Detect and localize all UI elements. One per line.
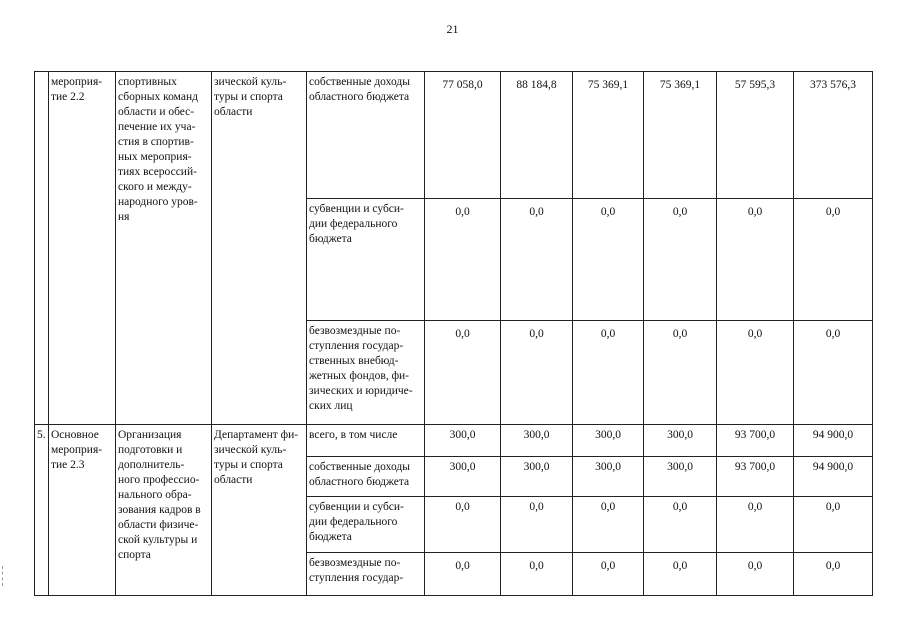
value-cell: 300,0: [644, 457, 717, 497]
value-cell: 75 369,1: [644, 72, 717, 199]
measure-name-cell: мероприя- тие 2.2: [49, 72, 116, 425]
value-cell: 300,0: [573, 425, 644, 457]
value-cell: 300,0: [425, 457, 501, 497]
value-cell: 0,0: [425, 497, 501, 553]
value-cell: 0,0: [501, 199, 573, 321]
value-cell: 0,0: [573, 199, 644, 321]
table-row: [35, 72, 873, 199]
value-cell: 57 595,3: [717, 72, 794, 199]
value-cell: 0,0: [501, 497, 573, 553]
value-cell: 93 700,0: [717, 425, 794, 457]
value-cell: 0,0: [794, 553, 873, 596]
value-cell: 0,0: [573, 497, 644, 553]
value-cell: 0,0: [717, 321, 794, 425]
value-cell: 0,0: [794, 321, 873, 425]
value-cell: 0,0: [717, 199, 794, 321]
value-cell: 0,0: [644, 497, 717, 553]
value-cell: 75 369,1: [573, 72, 644, 199]
value-cell: 0,0: [573, 321, 644, 425]
value-cell: 77 058,0: [425, 72, 501, 199]
budget-table: [34, 71, 873, 596]
value-cell: 300,0: [573, 457, 644, 497]
funding-source-cell: собственные доходы областного бюджета: [307, 457, 425, 497]
value-cell: 93 700,0: [717, 457, 794, 497]
executor-cell: зической куль- туры и спорта области: [212, 72, 307, 425]
value-cell: 94 900,0: [794, 457, 873, 497]
value-cell: 0,0: [794, 497, 873, 553]
measure-name-cell: Основное мероприя- тие 2.3: [49, 425, 116, 596]
value-cell: 88 184,8: [501, 72, 573, 199]
value-cell: 0,0: [644, 553, 717, 596]
value-cell: 0,0: [717, 497, 794, 553]
value-cell: 0,0: [644, 321, 717, 425]
value-cell: 300,0: [501, 425, 573, 457]
table-row: [35, 425, 873, 457]
row-number-cell: [35, 72, 49, 425]
value-cell: 94 900,0: [794, 425, 873, 457]
page-number: 21: [446, 22, 459, 36]
measure-description-cell: спортивных сборных команд области и обес- печение их уча- стия в спортив- ных мероприя- тиях всероссий- ского и между- народного уров- ня: [116, 72, 212, 425]
value-cell: 0,0: [501, 553, 573, 596]
value-cell: 0,0: [717, 553, 794, 596]
margin-scan-marks: [2, 566, 9, 586]
funding-source-cell: безвозмездные по- ступления государ- ственных внебюд- жетных фондов, фи- зических и юридиче- ских лиц: [307, 321, 425, 425]
executor-cell: Департамент фи- зической куль- туры и спорта области: [212, 425, 307, 596]
funding-source-cell: субвенции и субси- дии федерального бюджета: [307, 199, 425, 321]
value-cell: 0,0: [573, 553, 644, 596]
row-number-cell: 5.: [35, 425, 49, 596]
value-cell: 0,0: [425, 199, 501, 321]
funding-source-cell: всего, в том числе: [307, 425, 425, 457]
value-cell: 300,0: [425, 425, 501, 457]
funding-source-cell: субвенции и субси- дии федерального бюджета: [307, 497, 425, 553]
funding-source-cell: безвозмездные по- ступления государ-: [307, 553, 425, 596]
value-cell: 0,0: [425, 321, 501, 425]
value-cell: 0,0: [644, 199, 717, 321]
value-cell: 0,0: [425, 553, 501, 596]
measure-description-cell: Организация подготовки и дополнитель- ного профессио- нального обра- зования кадров в области физиче- ской культуры и спорта: [116, 425, 212, 596]
value-cell: 373 576,3: [794, 72, 873, 199]
value-cell: 300,0: [501, 457, 573, 497]
value-cell: 0,0: [794, 199, 873, 321]
funding-source-cell: собственные доходы областного бюджета: [307, 72, 425, 199]
value-cell: 0,0: [501, 321, 573, 425]
value-cell: 300,0: [644, 425, 717, 457]
